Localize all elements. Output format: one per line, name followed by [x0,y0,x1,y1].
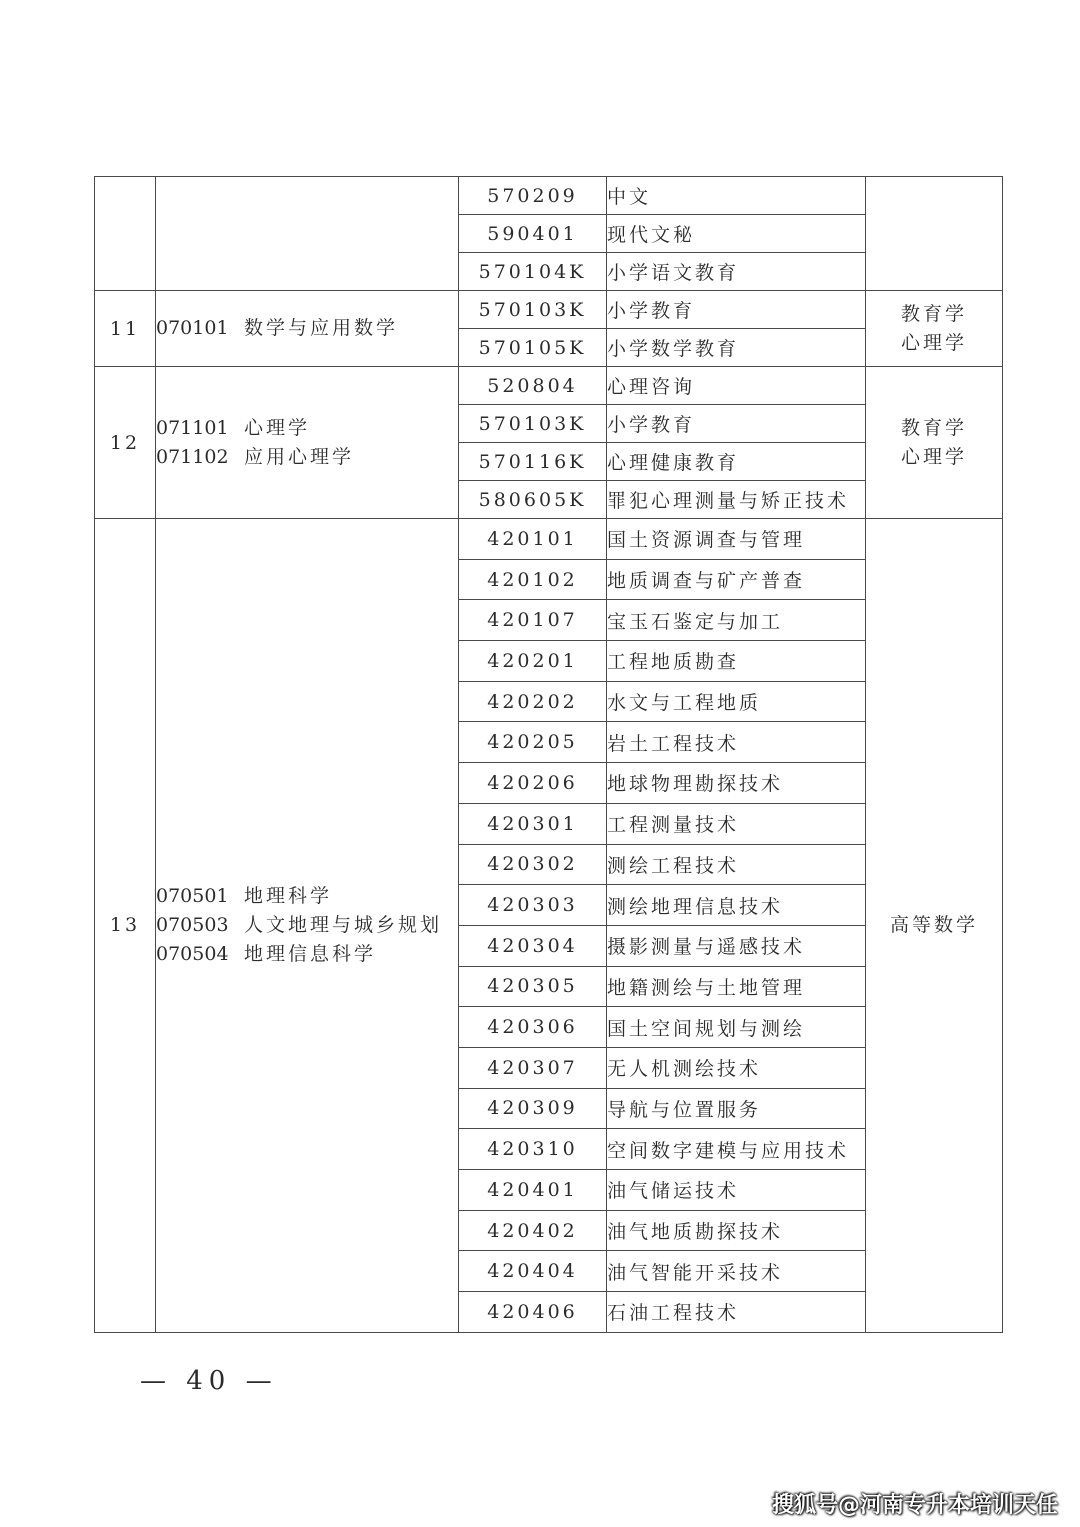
college-major-name: 心理咨询 [607,367,866,405]
majors-table-body [95,177,1003,1333]
college-major-code: 420205 [459,722,607,763]
college-major-code: 420102 [459,559,607,600]
college-major-name: 摄影测量与遥感技术 [607,925,866,966]
bachelor-major-code: 070504 [156,942,229,965]
college-major-code: 420101 [459,519,607,560]
bachelor-major [156,911,458,940]
college-major-name: 小学教育 [607,405,866,443]
college-major-name: 小学数学教育 [607,329,866,367]
college-major-code: 420302 [459,844,607,885]
college-major-name: 油气智能开采技术 [607,1251,866,1292]
exam-subjects-cell [866,291,1003,367]
exam-subject: 心理学 [900,445,967,468]
college-major-code: 420107 [459,600,607,641]
college-major-code: 420206 [459,763,607,804]
college-major-code: 590401 [459,215,607,253]
college-major-name: 水文与工程地质 [607,681,866,722]
college-major-code: 420404 [459,1251,607,1292]
college-major-code: 420202 [459,681,607,722]
bachelor-major-name: 地理信息科学 [244,942,377,965]
college-major-code: 570103K [459,405,607,443]
bachelor-major-code: 070101 [156,317,229,339]
page-number: — 40 — [140,1366,278,1396]
bachelor-major [156,940,458,969]
bachelor-major-code: 070501 [156,884,229,907]
exam-subject: 高等数学 [889,913,978,936]
bachelor-majors-cell [156,367,459,519]
college-major-name: 罪犯心理测量与矫正技术 [607,481,866,519]
exam-subject: 教育学 [900,416,967,439]
table-row [95,367,1003,405]
college-major-name: 油气地质勘探技术 [607,1210,866,1251]
group-number: 13 [95,519,156,1333]
college-major-code: 420401 [459,1170,607,1211]
college-major-code: 570103K [459,291,607,329]
bachelor-major-code: 071102 [156,445,229,468]
table-row [95,519,1003,560]
college-major-code: 420309 [459,1088,607,1129]
college-major-name: 导航与位置服务 [607,1088,866,1129]
college-major-name: 地籍测绘与土地管理 [607,966,866,1007]
college-major-name: 石油工程技术 [607,1292,866,1333]
college-major-name: 中文 [607,177,866,215]
college-major-name: 小学语文教育 [607,253,866,291]
college-major-name: 国土空间规划与测绘 [607,1007,866,1048]
bachelor-majors-cell [156,291,459,367]
college-major-name: 工程地质勘查 [607,641,866,682]
college-major-name: 心理健康教育 [607,443,866,481]
college-major-code: 570104K [459,253,607,291]
college-major-code: 420303 [459,885,607,926]
college-major-code: 570116K [459,443,607,481]
college-major-name: 小学教育 [607,291,866,329]
college-major-name: 油气储运技术 [607,1170,866,1211]
table-row [95,177,1003,215]
college-major-name: 无人机测绘技术 [607,1047,866,1088]
college-major-code: 570105K [459,329,607,367]
bachelor-major-name: 数学与应用数学 [244,317,399,339]
college-major-name: 岩土工程技术 [607,722,866,763]
college-major-name: 测绘地理信息技术 [607,885,866,926]
college-major-code: 420307 [459,1047,607,1088]
college-major-code: 420304 [459,925,607,966]
bachelor-majors-cell [156,177,459,291]
college-major-code: 520804 [459,367,607,405]
bachelor-major [156,882,458,911]
bachelor-major-name: 人文地理与城乡规划 [244,913,443,936]
college-major-code: 420406 [459,1292,607,1333]
bachelor-major-name: 心理学 [244,416,311,439]
table-row [95,291,1003,329]
bachelor-major-code: 070503 [156,913,229,936]
exam-subjects-cell [866,519,1003,1333]
bachelor-major [156,314,458,343]
bachelor-major-name: 地理科学 [244,884,333,907]
exam-subject: 心理学 [900,331,967,354]
bachelor-major-code: 071101 [156,416,229,439]
college-major-name: 地质调查与矿产普查 [607,559,866,600]
college-major-code: 420305 [459,966,607,1007]
college-major-name: 宝玉石鉴定与加工 [607,600,866,641]
group-number [95,177,156,291]
exam-subjects-cell [866,367,1003,519]
college-major-name: 国土资源调查与管理 [607,519,866,560]
college-major-code: 580605K [459,481,607,519]
college-major-name: 空间数字建模与应用技术 [607,1129,866,1170]
bachelor-major [156,443,458,472]
college-major-name: 测绘工程技术 [607,844,866,885]
college-major-name: 工程测量技术 [607,803,866,844]
college-major-code: 420301 [459,803,607,844]
bachelor-majors-cell [156,519,459,1333]
exam-subject: 教育学 [900,302,967,325]
college-major-name: 现代文秘 [607,215,866,253]
majors-table [94,176,1003,1333]
exam-subjects-cell [866,177,1003,291]
college-major-name: 地球物理勘探技术 [607,763,866,804]
college-major-code: 420201 [459,641,607,682]
bachelor-major [156,414,458,443]
college-major-code: 420310 [459,1129,607,1170]
group-number: 11 [95,291,156,367]
college-major-code: 420306 [459,1007,607,1048]
college-major-code: 420402 [459,1210,607,1251]
group-number: 12 [95,367,156,519]
bachelor-major-name: 应用心理学 [244,445,355,468]
watermark: 搜狐号@河南专升本培训天任 [771,1493,1058,1518]
college-major-code: 570209 [459,177,607,215]
